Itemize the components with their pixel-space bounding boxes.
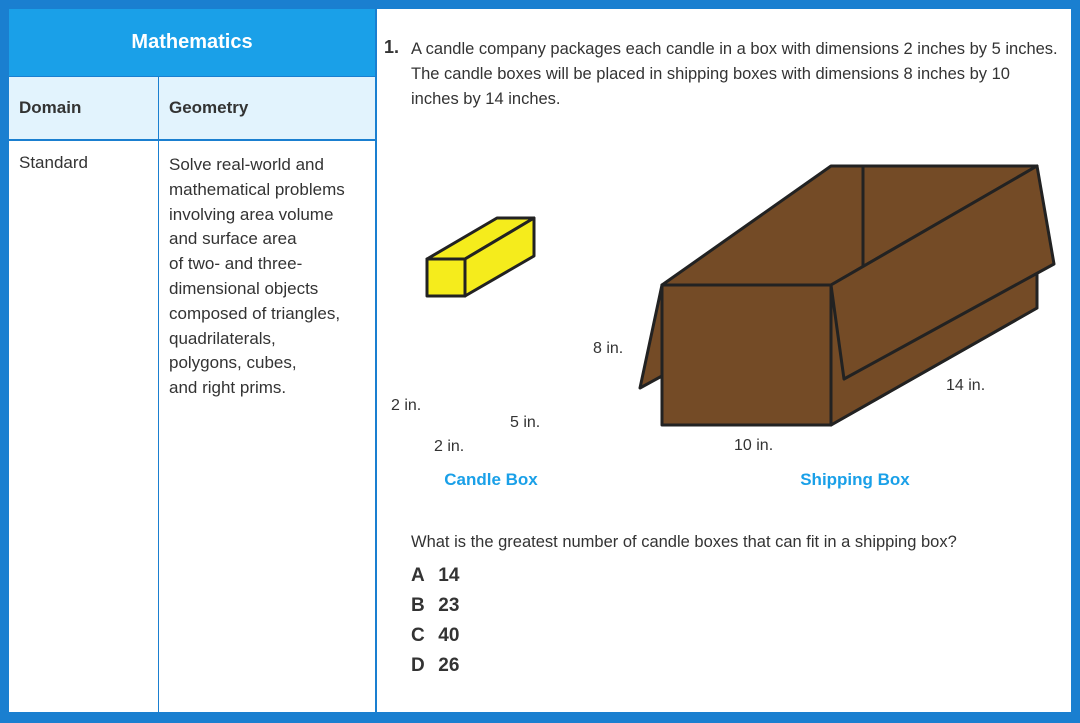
standards-table — [9, 9, 377, 712]
standard-text — [169, 153, 369, 401]
standard-line: and surface area — [169, 229, 297, 249]
choice-a[interactable] — [411, 561, 459, 591]
standard-line: quadrilaterals, — [169, 328, 276, 348]
choice-letter: B — [411, 595, 425, 616]
boxes-figure — [377, 139, 1071, 499]
standard-line: composed of triangles, — [169, 303, 341, 323]
shipping-box-left-flap — [640, 285, 662, 388]
domain-label: Domain — [19, 98, 82, 117]
question-prompt: What is the greatest number of candle boxes that can fit in a shipping box? — [411, 533, 957, 551]
choice-letter: A — [411, 565, 425, 586]
shipping-box-caption: Shipping Box — [800, 470, 910, 489]
candle-width-label: 2 in. — [434, 438, 465, 455]
subject-header — [9, 9, 375, 76]
standard-line: Solve real-world and — [169, 155, 324, 174]
choice-c[interactable] — [411, 621, 459, 651]
choice-value: 14 — [438, 565, 460, 586]
candle-box-caption: Candle Box — [444, 470, 538, 489]
question-text: A candle company packages each candle in a box with dimensions 2 inches by 5 inches. The candle boxes will be placed in shipping boxes with dimensions 8 inches by 10 inches by 14 inches. — [411, 40, 1058, 108]
standard-line: polygons, cubes, — [169, 353, 297, 373]
candle-length-label: 5 in. — [510, 414, 541, 431]
choice-letter: D — [411, 655, 425, 676]
shipping-box-front — [662, 285, 831, 425]
candle-height-label: 2 in. — [391, 397, 422, 414]
choice-value: 23 — [438, 595, 460, 616]
candle-box-illustration — [427, 218, 534, 296]
standard-line: and right prims. — [169, 378, 287, 398]
standard-line: mathematical problems — [169, 179, 345, 199]
question-number: 1. — [384, 37, 400, 57]
shipping-height-label: 8 in. — [593, 340, 624, 357]
choice-value: 40 — [438, 625, 460, 646]
domain-value: Geometry — [169, 98, 249, 117]
subject-title: Mathematics — [131, 31, 253, 53]
shipping-box-illustration — [640, 166, 1054, 425]
choice-value: 26 — [438, 655, 460, 676]
column-divider — [158, 76, 159, 712]
shipping-length-label: 14 in. — [946, 377, 986, 394]
standard-line: involving area volume — [169, 204, 334, 224]
page-frame — [8, 8, 1072, 713]
domain-row — [9, 76, 375, 141]
choice-d[interactable] — [411, 651, 459, 681]
choice-b[interactable] — [411, 591, 459, 621]
standard-line: of two- and three- — [169, 254, 303, 274]
standard-label: Standard — [19, 153, 88, 172]
question-panel — [377, 9, 1071, 712]
shipping-width-label: 10 in. — [734, 437, 774, 454]
choice-letter: C — [411, 625, 425, 646]
standard-line: dimensional objects — [169, 278, 319, 298]
answer-choices — [411, 561, 459, 681]
candle-box-front — [427, 259, 465, 296]
